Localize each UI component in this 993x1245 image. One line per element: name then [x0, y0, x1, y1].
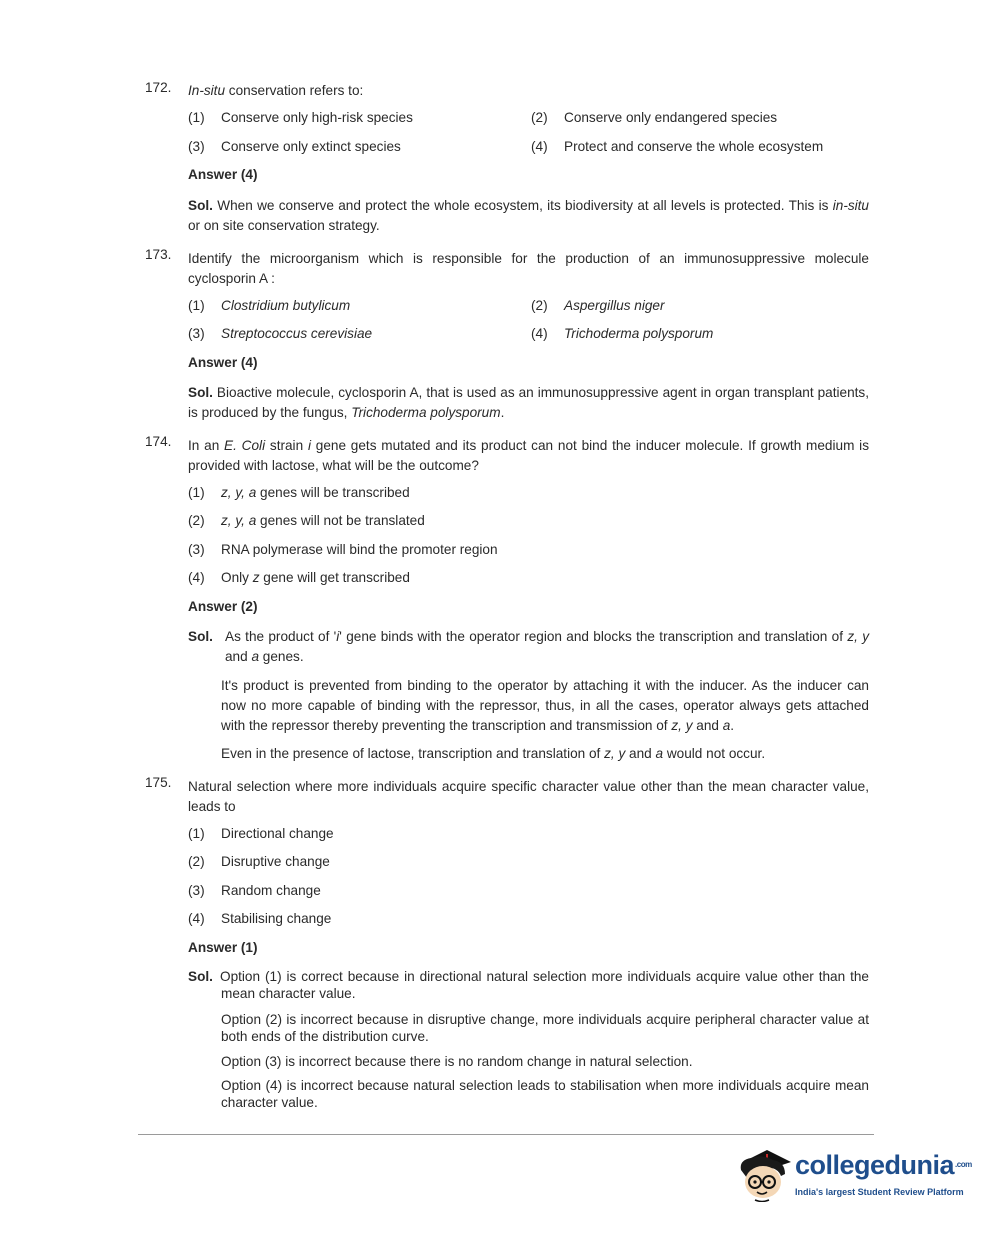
question-number: 173. [145, 247, 172, 262]
solution: Sol. Bioactive molecule, cyclosporin A, that is used as an immunosuppressive agent in organ transplant patients, is produced by the fungus, Trichoderma polysporum. [188, 385, 869, 420]
brand-name: collegedunia$^{.com}$ [795, 1150, 972, 1180]
answer: Answer (2) [188, 599, 258, 614]
option-3: (3) Conserve only extinct species [188, 139, 401, 154]
question-stem: Natural selection where more individuals acquire specific character value other than the mean character value, leads to [188, 779, 869, 814]
solution: As the product of 'i' gene binds with the operator region and blocks the transcription and translation of z, y and a genes. [225, 629, 869, 664]
question-number: 172. [145, 80, 172, 95]
option-2: (2) Disruptive change [188, 854, 330, 869]
option-1: (1) Conserve only high-risk species [188, 110, 413, 125]
option-4: (4) Trichoderma polysporum [531, 326, 714, 341]
option-1: (1) Directional change [188, 826, 334, 841]
mascot-logo-icon [733, 1140, 795, 1202]
answer: Answer (4) [188, 355, 258, 370]
solution-paragraph: It's product is prevented from binding to the operator by attaching it with the inducer. As the inducer can now no more capable of binding with the repressor, thus, in all the cases, operator always gets attached with the repressor thereby preventing the transcription and transmission of z, y and a. [221, 678, 869, 733]
option-2: (2) Conserve only endangered species [531, 110, 778, 125]
option-2: (2) Aspergillus niger [531, 298, 665, 313]
solution-label: Sol. [188, 969, 213, 984]
question-stem: Identify the microorganism which is responsible for the production of an immunosuppressive molecule cyclosporin A : [188, 251, 869, 286]
option-4: (4) Stabilising change [188, 911, 332, 926]
solution: Sol. When we conserve and protect the whole ecosystem, its biodiversity at all levels is protected. This is in-situ or on site conservation strategy. [188, 198, 869, 233]
question-stem: In an E. Coli strain i gene gets mutated and its product can not bind the inducer molecule. If growth medium is provided with lactose, what will be the outcome? [188, 438, 869, 473]
option-1: (1) Clostridium butylicum [188, 298, 351, 313]
question-number: 174. [145, 434, 172, 449]
option-4: (4) Protect and conserve the whole ecosystem [531, 139, 824, 154]
solution-paragraph: Option (2) is incorrect because in disruptive change, more individuals acquire peripheral character value at both ends of the distribution curve. [221, 1012, 869, 1044]
solution: Option (1) is correct because in directional natural selection more individuals acquire value other than the mean character value. [220, 969, 869, 1001]
solution-label: Sol. [188, 629, 213, 644]
answer: Answer (1) [188, 940, 258, 955]
option-3: (3) Random change [188, 883, 321, 898]
question-number: 175. [145, 775, 172, 790]
brand-tagline: India's largest Student Review Platform [795, 1187, 964, 1197]
footer-divider [138, 1134, 874, 1135]
answer: Answer (4) [188, 167, 258, 182]
option-4: (4) Only z gene will get transcribed [188, 570, 410, 585]
solution-paragraph: Option (3) is incorrect because there is no random change in natural selection. [221, 1054, 693, 1069]
option-2: (2) z, y, a genes will not be translated [188, 513, 425, 528]
solution-paragraph: Even in the presence of lactose, transcription and translation of z, y and a would not occur. [221, 746, 766, 761]
solution-paragraph: Option (4) is incorrect because natural selection leads to stabilisation when more individuals acquire mean character value. [221, 1078, 869, 1110]
option-3: (3) RNA polymerase will bind the promoter region [188, 542, 498, 557]
option-1: (1) z, y, a genes will be transcribed [188, 485, 410, 500]
option-3: (3) Streptococcus cerevisiae [188, 326, 373, 341]
question-stem: In-situ conservation refers to: [188, 83, 364, 98]
